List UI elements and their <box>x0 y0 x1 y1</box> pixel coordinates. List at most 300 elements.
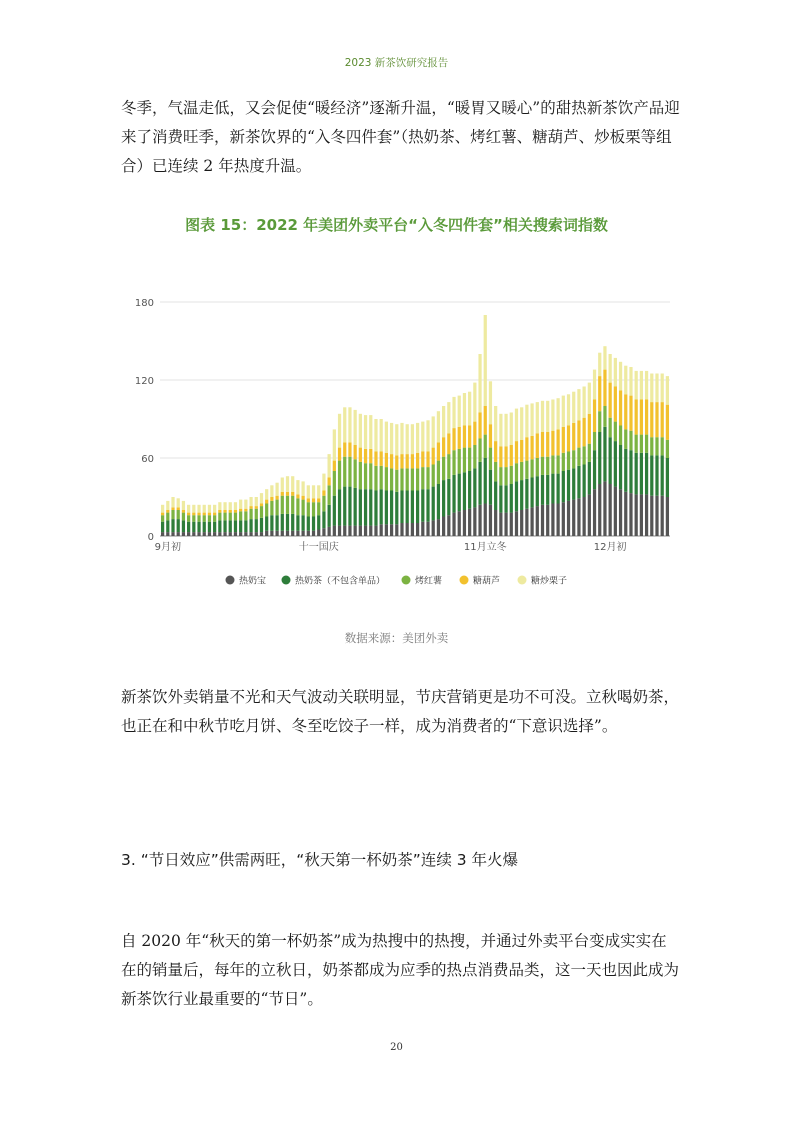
bar-segment <box>333 461 336 471</box>
bar-segment <box>244 500 247 509</box>
bar-segment <box>530 403 533 436</box>
bar-segment <box>520 480 523 510</box>
legend-label: 热奶宝 <box>239 576 267 587</box>
bar-segment <box>473 507 476 536</box>
bar-segment <box>619 489 622 536</box>
bar-segment <box>484 406 487 435</box>
bar-segment <box>406 454 409 468</box>
bar-segment <box>395 524 398 536</box>
bar-segment <box>489 505 492 536</box>
bar-segment <box>328 527 331 536</box>
bar-segment <box>249 519 252 532</box>
bar-segment <box>177 510 180 519</box>
bar-segment <box>614 387 617 422</box>
bar-segment <box>265 489 268 499</box>
bar-segment <box>619 362 622 391</box>
bar-segment <box>484 315 487 406</box>
bar-segment <box>275 515 278 531</box>
bar-segment <box>364 449 367 463</box>
bar-segment <box>624 429 627 449</box>
bar-segment <box>588 462 591 495</box>
bar-segment <box>249 509 252 519</box>
bar-segment <box>478 505 481 536</box>
bar-segment <box>302 515 305 531</box>
bar-segment <box>182 501 185 510</box>
bar-segment <box>546 475 549 505</box>
bar-segment <box>161 522 164 532</box>
bar-segment <box>244 511 247 520</box>
paragraph-intro: 冬季，气温走低，又会促使“暖经济”逐渐升温，“暖胃又暖心”的甜热新茶饮产品迎来了消费旺季，新茶饮界的“入冬四件套”（热奶茶、烤红薯、糖葫芦、炒板栗等组合）已连续 2 年热度升温。 <box>121 99 680 175</box>
bar-segment <box>421 489 424 522</box>
bar-segment <box>629 367 632 396</box>
bar-segment <box>426 420 429 451</box>
bar-segment <box>452 475 455 513</box>
bar-segment <box>234 520 237 532</box>
legend-label: 糖炒栗子 <box>531 576 568 587</box>
bar-segment <box>229 513 232 521</box>
bar-segment <box>338 489 341 525</box>
bar-segment <box>229 532 232 536</box>
bar-segment <box>624 492 627 536</box>
bar-segment <box>504 513 507 536</box>
bar-segment <box>390 423 393 454</box>
paragraph-autumn-tea: 自 2020 年“秋天的第一杯奶茶”成为热搜中的热搜，并通过外卖平台变成实实在在的销量后，每年的立秋日，奶茶都成为应季的热点消费品类，这一天也因此成为新茶饮行业最重要的“节日”。 <box>121 932 680 1008</box>
bar-segment <box>291 476 294 492</box>
bar-segment <box>442 517 445 537</box>
bar-segment <box>197 532 200 536</box>
bar-segment <box>239 532 242 536</box>
bar-segment <box>635 371 638 400</box>
bar-segment <box>499 513 502 536</box>
bar-segment <box>432 448 435 465</box>
bar-segment <box>421 422 424 452</box>
bar-segment <box>364 526 367 536</box>
bar-segment <box>317 502 320 515</box>
bar-segment <box>489 470 492 505</box>
bar-segment <box>432 487 435 521</box>
bar-segment <box>551 455 554 473</box>
bar-segment <box>218 513 221 521</box>
bar-segment <box>452 428 455 450</box>
bar-segment <box>348 526 351 536</box>
bar-segment <box>281 478 284 492</box>
bar-segment <box>385 524 388 536</box>
bar-segment <box>520 407 523 440</box>
bar-segment <box>302 531 305 536</box>
bar-segment <box>208 505 211 513</box>
bar-segment <box>499 414 502 447</box>
bar-segment <box>265 504 268 517</box>
bar-segment <box>432 416 435 447</box>
bar-segment <box>536 458 539 476</box>
bar-segment <box>317 530 320 537</box>
bar-segment <box>473 468 476 507</box>
bar-segment <box>213 522 216 532</box>
bar-segment <box>192 505 195 513</box>
bar-segment <box>562 453 565 471</box>
bar-segment <box>468 426 471 448</box>
bar-segment <box>354 410 357 445</box>
bar-segment <box>281 492 284 496</box>
bar-segment <box>458 396 461 427</box>
bar-segment <box>629 493 632 536</box>
bar-segment <box>661 496 664 536</box>
bar-segment <box>577 389 580 420</box>
bar-segment <box>213 513 216 516</box>
bar-segment <box>208 513 211 516</box>
bar-segment <box>583 387 586 418</box>
bar-segment <box>255 519 258 532</box>
bar-segment <box>551 474 554 504</box>
bar-segment <box>426 489 429 522</box>
bar-segment <box>541 432 544 457</box>
bar-segment <box>374 526 377 536</box>
bar-segment <box>494 406 497 441</box>
bar-segment <box>317 485 320 498</box>
bar-segment <box>218 520 221 532</box>
bar-segment <box>239 520 242 532</box>
bar-segment <box>635 453 638 495</box>
bar-segment <box>291 531 294 536</box>
bar-segment <box>468 509 471 536</box>
bar-segment <box>515 511 518 536</box>
bar-segment <box>463 448 466 473</box>
bar-segment <box>234 510 237 513</box>
bar-segment <box>166 510 169 513</box>
bar-segment <box>442 437 445 457</box>
bar-segment <box>281 531 284 536</box>
bar-segment <box>411 468 414 490</box>
bar-segment <box>395 424 398 455</box>
bar-segment <box>525 479 528 509</box>
bar-segment <box>551 431 554 456</box>
bar-segment <box>541 505 544 536</box>
bar-segment <box>400 523 403 536</box>
legend-swatch <box>282 576 291 585</box>
bar-segment <box>416 523 419 536</box>
bar-segment <box>203 522 206 532</box>
bar-segment <box>598 432 601 484</box>
bar-segment <box>655 455 658 495</box>
bar-segment <box>447 515 450 536</box>
bar-segment <box>593 400 596 433</box>
page-number: 20 <box>390 1042 403 1053</box>
bar-segment <box>197 522 200 532</box>
bar-segment <box>588 414 591 444</box>
bar-segment <box>249 506 252 509</box>
bar-segment <box>286 496 289 514</box>
bar-segment <box>192 513 195 516</box>
bar-segment <box>546 457 549 475</box>
bar-segment <box>291 496 294 514</box>
bar-segment <box>619 390 622 425</box>
bar-segment <box>567 452 570 470</box>
bar-segment <box>406 491 409 524</box>
bar-segment <box>499 485 502 512</box>
bar-segment <box>666 440 669 458</box>
bar-segment <box>567 501 570 536</box>
bar-segment <box>322 491 325 496</box>
bar-segment <box>192 515 195 522</box>
bar-segment <box>302 496 305 500</box>
bar-segment <box>213 515 216 522</box>
bar-segment <box>609 383 612 418</box>
bar-segment <box>411 491 414 524</box>
data-source: 数据来源：美团外卖 <box>344 631 449 645</box>
bar-segment <box>400 491 403 524</box>
bar-segment <box>369 449 372 463</box>
bar-segment <box>551 400 554 431</box>
bar-segment <box>546 432 549 457</box>
bar-segment <box>234 532 237 536</box>
legend-label: 热奶茶（不包含单品） <box>295 576 386 587</box>
bar-segment <box>557 429 560 455</box>
bar-segment <box>369 489 372 525</box>
bar-segment <box>265 531 268 536</box>
bar-segment <box>629 450 632 493</box>
bar-segment <box>619 445 622 489</box>
bar-segment <box>478 413 481 439</box>
bar-segment <box>437 519 440 536</box>
bar-segment <box>416 423 419 453</box>
bar-segment <box>255 497 258 506</box>
bar-segment <box>437 484 440 519</box>
bar-segment <box>203 532 206 536</box>
bar-segment <box>557 504 560 537</box>
bar-segment <box>661 455 664 495</box>
bar-segment <box>322 496 325 512</box>
bar-segment <box>598 484 601 536</box>
bar-segment <box>374 419 377 452</box>
bar-segment <box>577 448 580 466</box>
bar-segment <box>645 371 648 400</box>
bar-segment <box>385 422 388 453</box>
bar-segment <box>588 494 591 536</box>
bar-segment <box>655 374 658 403</box>
bar-segment <box>260 506 263 518</box>
bar-segment <box>260 518 263 532</box>
bar-segment <box>406 468 409 490</box>
bar-segment <box>577 466 580 499</box>
bar-segment <box>640 435 643 453</box>
legend-swatch <box>460 576 469 585</box>
bar-segment <box>619 426 622 446</box>
bar-segment <box>572 450 575 468</box>
bar-segment <box>603 370 606 406</box>
bar-segment <box>390 468 393 490</box>
bar-segment <box>374 491 377 526</box>
bar-segment <box>416 468 419 490</box>
bar-segment <box>442 457 445 480</box>
bar-segment <box>624 366 627 395</box>
bar-segment <box>171 507 174 510</box>
bar-segment <box>411 523 414 536</box>
bar-segment <box>395 470 398 492</box>
bar-segment <box>348 407 351 442</box>
bar-segment <box>281 496 284 514</box>
bar-segment <box>343 487 346 526</box>
bar-segment <box>369 526 372 536</box>
bar-segment <box>661 437 664 455</box>
bar-segment <box>666 458 669 497</box>
bar-segment <box>442 406 445 437</box>
bar-segment <box>645 453 648 495</box>
bar-segment <box>484 504 487 537</box>
bar-segment <box>338 448 341 461</box>
bar-segment <box>588 383 591 414</box>
bar-segment <box>270 497 273 501</box>
bar-segment <box>296 480 299 494</box>
bar-segment <box>567 426 570 452</box>
bar-segment <box>421 467 424 489</box>
bar-segment <box>432 465 435 487</box>
bar-segment <box>478 354 481 413</box>
bar-segment <box>218 502 221 510</box>
bar-segment <box>192 522 195 532</box>
bar-segment <box>655 437 658 455</box>
bar-segment <box>562 396 565 427</box>
bar-segment <box>489 448 492 470</box>
x-tick-label: 9月初 <box>154 542 181 553</box>
bar-segment <box>265 517 268 531</box>
bar-segment <box>515 481 518 511</box>
bar-segment <box>348 442 351 456</box>
bar-segment <box>577 420 580 447</box>
bar-segment <box>390 524 393 536</box>
bar-segment <box>583 497 586 536</box>
bar-segment <box>197 505 200 513</box>
bar-segment <box>286 492 289 496</box>
bar-segment <box>598 411 601 432</box>
bar-segment <box>239 511 242 520</box>
bar-segment <box>322 528 325 536</box>
bar-segment <box>260 493 263 503</box>
bar-segment <box>614 487 617 536</box>
bar-segment <box>650 455 653 495</box>
bar-segment <box>572 392 575 423</box>
bar-segment <box>504 446 507 467</box>
bar-segment <box>187 505 190 513</box>
bar-segment <box>187 515 190 522</box>
bar-segment <box>182 513 185 521</box>
bar-segment <box>494 510 497 536</box>
bar-segment <box>328 478 331 486</box>
bar-segment <box>640 494 643 536</box>
bar-segment <box>286 531 289 536</box>
bar-segment <box>567 470 570 501</box>
bar-segment <box>208 522 211 532</box>
bar-segment <box>411 424 414 454</box>
bar-segment <box>463 426 466 448</box>
bar-segment <box>624 449 627 492</box>
legend-swatch <box>518 576 527 585</box>
bar-segment <box>307 498 310 502</box>
bar-segment <box>333 526 336 536</box>
bar-segment <box>380 524 383 536</box>
bar-segment <box>270 485 273 497</box>
bar-segment <box>281 514 284 531</box>
bar-segment <box>296 498 299 515</box>
bar-segment <box>426 452 429 468</box>
bar-segment <box>442 480 445 516</box>
bar-segment <box>583 446 586 464</box>
bar-segment <box>291 492 294 496</box>
bar-segment <box>640 371 643 400</box>
bar-segment <box>385 491 388 525</box>
bar-segment <box>609 354 612 383</box>
bar-segment <box>390 454 393 468</box>
bar-segment <box>182 532 185 536</box>
bar-segment <box>499 446 502 467</box>
bar-segment <box>504 467 507 485</box>
section-heading: 3. “节日效应”供需两旺，“秋天第一杯奶茶”连续 3 年火爆 <box>121 851 519 869</box>
bar-segment <box>249 532 252 536</box>
bar-segment <box>348 487 351 526</box>
bar-segment <box>416 491 419 524</box>
bar-segment <box>567 394 570 425</box>
bar-segment <box>317 498 320 502</box>
bar-segment <box>171 532 174 536</box>
bar-segment <box>312 498 315 502</box>
y-tick-label: 60 <box>141 454 154 465</box>
bar-segment <box>577 498 580 536</box>
bar-segment <box>551 504 554 537</box>
bar-segment <box>458 449 461 474</box>
bar-segment <box>255 506 258 509</box>
bar-segment <box>510 484 513 513</box>
bar-segment <box>650 437 653 455</box>
bar-segment <box>588 444 591 462</box>
bar-segment <box>374 466 377 491</box>
bar-segment <box>385 467 388 490</box>
bar-segment <box>343 442 346 456</box>
bar-segment <box>307 485 310 498</box>
bar-segment <box>583 465 586 498</box>
bar-segment <box>343 457 346 487</box>
bar-segment <box>473 445 476 468</box>
bar-segment <box>426 522 429 536</box>
bar-segment <box>249 497 252 506</box>
bar-segment <box>380 466 383 489</box>
bar-segment <box>260 532 263 536</box>
bar-segment <box>458 474 461 512</box>
bar-segment <box>197 513 200 516</box>
bar-segment <box>447 433 450 454</box>
bar-segment <box>395 492 398 525</box>
bar-segment <box>338 461 341 490</box>
bar-segment <box>296 531 299 536</box>
bar-segment <box>598 376 601 411</box>
bar-segment <box>166 513 169 521</box>
bar-segment <box>609 437 612 484</box>
bar-segment <box>166 532 169 536</box>
x-tick-label: 十一国庆 <box>298 542 339 553</box>
chart-bars <box>161 315 669 536</box>
legend-label: 糖葫芦 <box>473 576 501 587</box>
bar-segment <box>541 475 544 505</box>
bar-segment <box>655 402 658 437</box>
bar-segment <box>530 507 533 536</box>
bar-segment <box>255 532 258 536</box>
bar-segment <box>218 510 221 513</box>
bar-segment <box>223 513 226 521</box>
bar-segment <box>421 452 424 468</box>
bar-segment <box>635 400 638 435</box>
bar-segment <box>364 463 367 489</box>
bar-segment <box>338 526 341 536</box>
bar-segment <box>452 397 455 428</box>
bar-segment <box>322 474 325 491</box>
